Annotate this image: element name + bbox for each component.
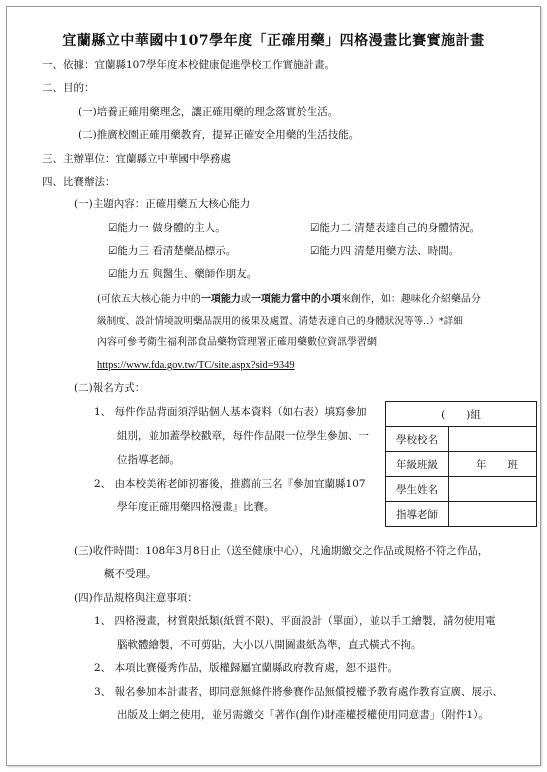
- ability-item-4: ☑能力四 清楚用藥方法、時間。: [310, 245, 460, 257]
- registration-item-2-line-1: 2、 由本校美術老師初審後，推薦前三名『參加宜蘭縣107: [94, 478, 366, 490]
- spec-item-1-line-1: 1、 四格漫畫，材質限紙類(紙質不限)、平面設計（單面），並以手工繪製，請勿使用電: [94, 615, 496, 627]
- section-rules-heading: 四、比賽辦法：: [42, 176, 116, 188]
- checkbox-checked-icon: ☑: [310, 245, 320, 257]
- checkbox-checked-icon: ☑: [108, 268, 118, 280]
- table-label-school: 學校校名: [386, 427, 449, 452]
- table-value-school: [449, 427, 537, 452]
- table-row: [386, 452, 537, 477]
- purpose-item-2: (二)推廣校園正確用藥教育，提昇正確安全用藥的生活技能。: [78, 129, 360, 141]
- table-label-teacher: 指導老師: [386, 502, 449, 527]
- rule-spec-heading: (四)作品規格與注意事項：: [74, 592, 198, 604]
- rule-theme: (一)主題內容：正確用藥五大核心能力: [74, 198, 251, 210]
- document-title: 宜蘭縣立中華國中107學年度「正確用藥」四格漫畫比賽實施計畫: [62, 33, 485, 49]
- registration-item-1-line-3: 位指導老師。: [117, 454, 180, 466]
- reference-url-link[interactable]: https://www.fda.gov.tw/TC/site.aspx?sid=9349: [97, 360, 295, 371]
- table-row: [386, 502, 537, 527]
- theme-note-line-3: 內容可參考衛生福利部食品藥物管理署正確用藥數位資訊學習網: [97, 337, 377, 348]
- table-label-student: 學生姓名: [386, 477, 449, 502]
- rule-registration-heading: (二)報名方式：: [74, 382, 146, 394]
- purpose-item-1: (一)培養正確用藥理念，讓正確用藥的理念落實於生活。: [78, 106, 339, 118]
- ability-item-3: ☑能力三 看清楚藥品標示。: [108, 245, 237, 257]
- table-label-class: 年級班級: [386, 452, 449, 477]
- table-value-teacher: [449, 502, 537, 527]
- registration-item-2-line-2: 學年度正確用藥四格漫畫』比賽。: [117, 501, 275, 513]
- registration-item-1-line-2: 組別，並加蓋學校戳章，每件作品限一位學生參加、一: [117, 430, 369, 442]
- section-basis: 一、依據：宜蘭縣107學年度本校健康促進學校工作實施計畫。: [42, 59, 336, 71]
- checkbox-checked-icon: ☑: [108, 245, 118, 257]
- registration-item-1-line-1: 1、 每件作品背面須浮貼個人基本資料（如右表）填寫參加: [94, 406, 367, 418]
- spec-item-2: 2、 本項比賽優秀作品，版權歸屬宜蘭縣政府教育處，恕不退件。: [94, 662, 399, 674]
- ability-item-5: ☑能力五 與醫生、藥師作朋友。: [108, 268, 258, 280]
- ability-item-1: ☑能力一 做身體的主人。: [108, 222, 226, 234]
- table-group-cell: ( )組: [386, 402, 537, 427]
- section-organizer: 三、主辦單位：宜蘭縣立中華國中學務處: [42, 153, 231, 165]
- table-row: [386, 477, 537, 502]
- table-row: [386, 427, 537, 452]
- theme-note-line-1: (可依五大核心能力中的一項能力或一項能力當中的小項來創作，如：趣味化介紹藥品分: [97, 294, 481, 305]
- table-value-class: 年 班: [449, 452, 537, 477]
- spec-item-3-line-1: 3、 報名參加本計畫者，即同意無條件將參賽作品無償授權予教育處作教育宣廣、展示、: [94, 686, 504, 698]
- entry-info-table: [385, 401, 537, 527]
- spec-item-3-line-2: 出版及上網之使用，並另需繳交「著作(創作)財產權授權使用同意書」（附件1）。: [117, 709, 489, 721]
- section-purpose-heading: 二、目的：: [42, 82, 95, 94]
- theme-note-line-2: 級制度、設計情境說明藥品誤用的後果及處置、清楚表達自己的身體狀況等等..）*詳細: [97, 316, 463, 327]
- rule-deadline-line-2: 概不受理。: [104, 568, 157, 580]
- checkbox-checked-icon: ☑: [108, 222, 118, 234]
- table-value-student: [449, 477, 537, 502]
- checkbox-checked-icon: ☑: [310, 222, 320, 234]
- ability-item-2: ☑能力二 清楚表達自己的身體情況。: [310, 222, 481, 234]
- rule-deadline-line-1: (三)收件時間：108年3月8日止（送至健康中心），凡逾期繳交之作品或規格不符之作品，: [74, 545, 489, 557]
- spec-item-1-line-2: 腦軟體繪製，不可剪貼，大小以八開圖畫紙為準，直式橫式不拘。: [117, 639, 422, 651]
